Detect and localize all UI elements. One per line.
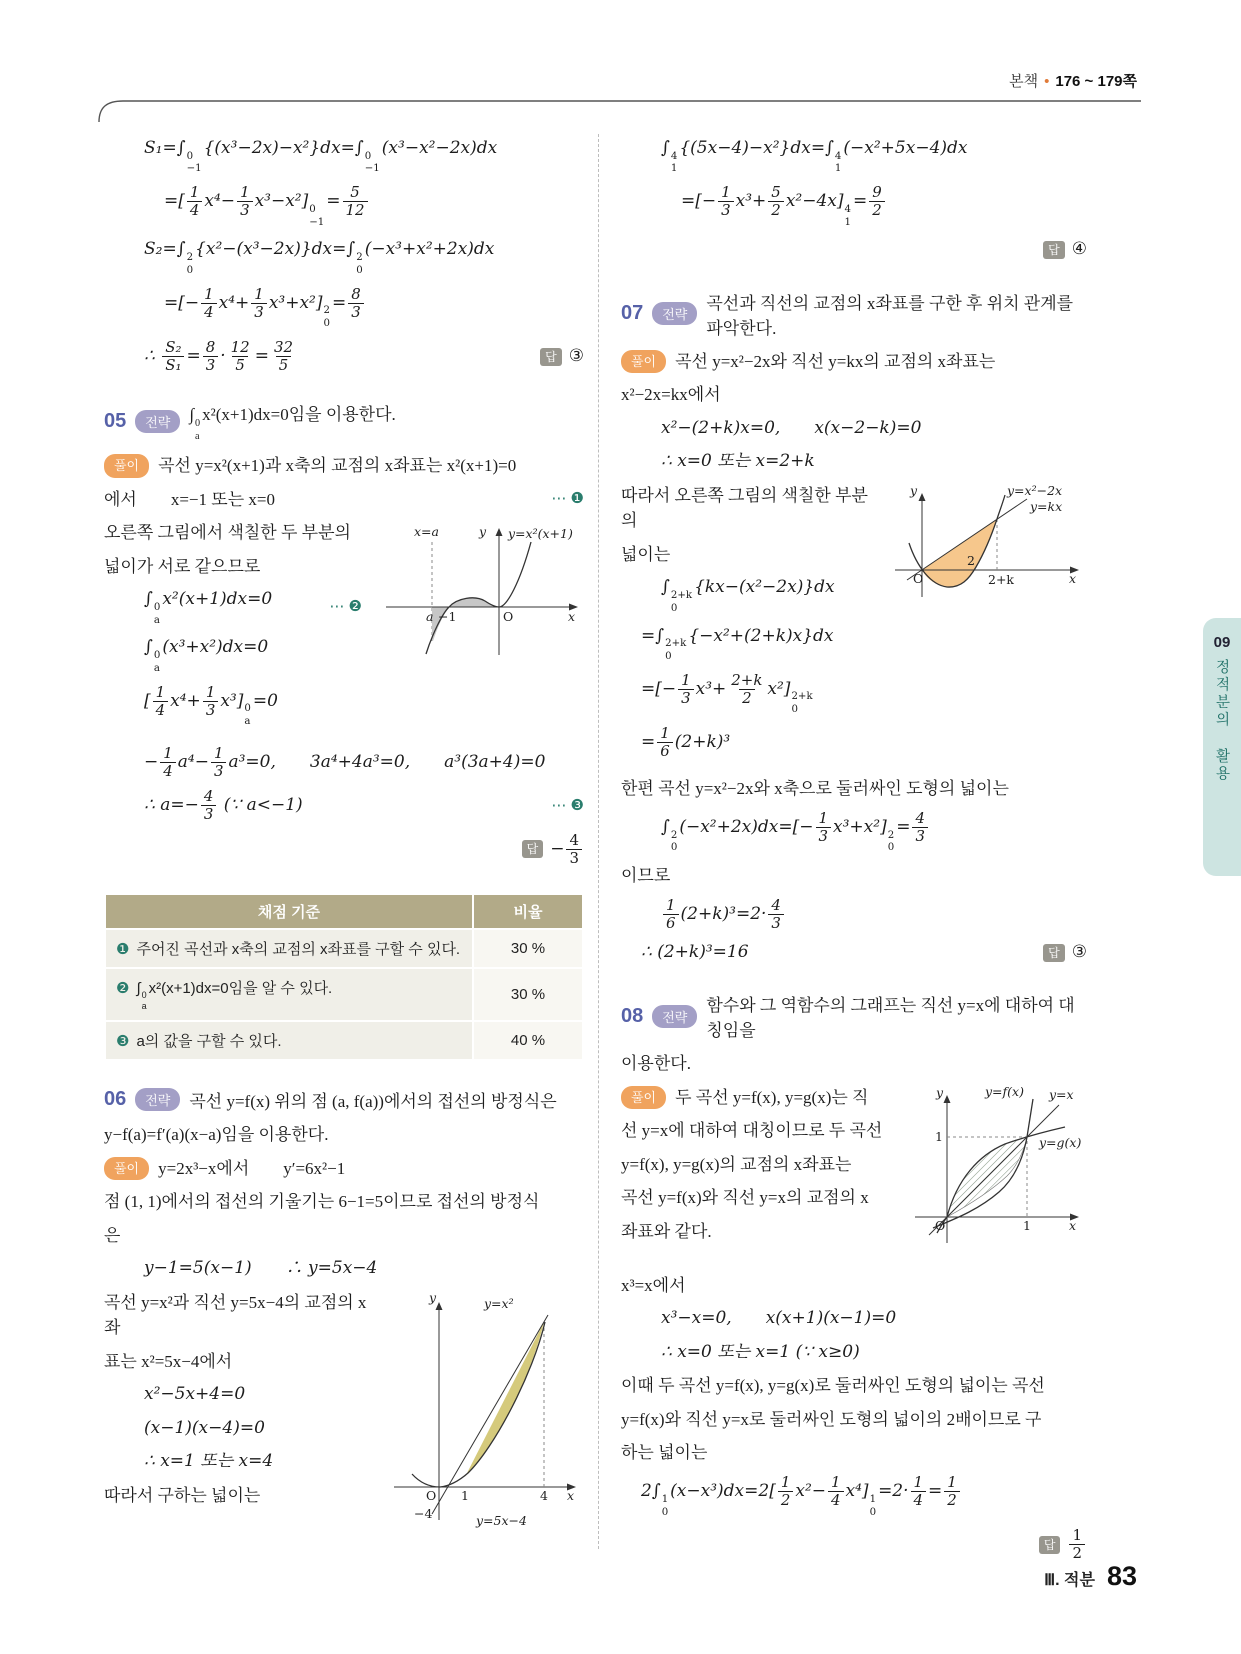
problem-05 xyxy=(104,400,584,867)
graph-label-line: y=5x−4 xyxy=(476,1512,527,1528)
line-text: 이용한다. xyxy=(621,1054,691,1074)
solution-wrap xyxy=(621,483,1087,768)
line-text: [ $\frac{1}{4}$ x⁴+ $\frac{1}{3}$ x³] 0 a =0 xyxy=(144,682,278,728)
line-text: ∴ $\frac{\text{S₂}}{\text{S₁}}$ = $\frac{8}{3}$ · $\frac{12}{5}$ = $\frac{32}{5}$ xyxy=(144,337,293,374)
graph-label-y-axis: y xyxy=(935,1086,943,1100)
header-bullet: • xyxy=(1044,73,1050,90)
grading-criteria-table xyxy=(104,893,584,1061)
chapter-side-tab xyxy=(1203,618,1241,876)
text-line xyxy=(104,1382,372,1408)
table-row xyxy=(105,1021,583,1060)
line-text: 한편 곡선 y=x²−2x와 x축으로 둘러싸인 도형의 넓이는 xyxy=(621,779,1009,799)
text-line xyxy=(621,624,1087,664)
line-text: 넓이는 xyxy=(621,544,671,564)
line-text: x²−(2+k)x=0, x(x−2−k)=0 xyxy=(661,417,922,438)
criteria-rate: 30 % xyxy=(473,929,583,968)
header-rule xyxy=(96,92,1144,124)
line-text: x²−2x=kx에서 xyxy=(621,385,721,405)
strategy-text: ∫ 0 a x²(x+1)dx=0임을 이용한다. xyxy=(189,405,396,442)
line-text: 곡선 y=x²−2x와 직선 y=kx의 교점의 x좌표는 xyxy=(675,351,996,371)
graph-label-two: 2 xyxy=(967,552,975,568)
step-marker: ⋯ ❶ xyxy=(551,490,584,508)
line-text: y−f(a)=f′(a)(x−a)임을 이용한다. xyxy=(104,1125,329,1145)
text-line xyxy=(621,237,1087,263)
solution-lines xyxy=(621,776,1087,965)
line-text: x²−5x+4=0 xyxy=(144,1384,246,1405)
answer-badge: 답 xyxy=(522,840,544,858)
graph-label-x-axis: x xyxy=(567,1487,575,1503)
line-text: $\frac{1}{6}$ (2+k)³=2· $\frac{4}{3}$ xyxy=(661,897,786,932)
problem-08-head xyxy=(621,991,1087,1041)
text-line xyxy=(621,349,1087,375)
text-line xyxy=(621,1440,1087,1466)
text-line xyxy=(621,725,1087,760)
text-line xyxy=(104,1223,584,1249)
line-text: − $\frac{1}{4}$ a⁴− $\frac{1}{3}$ a³=0, 3a⁴+4a³=0, a³(3a+4)=0 xyxy=(144,743,546,780)
solution-lines xyxy=(104,453,584,512)
line-text: 하는 넓이는 xyxy=(621,1443,708,1463)
solution-wrap xyxy=(104,1290,584,1540)
answer-badge: 답 xyxy=(1043,241,1065,259)
text-line xyxy=(104,1290,372,1341)
line-text: =[ $\frac{1}{4}$ x⁴− $\frac{1}{3}$ x³−x²] 0 −1 = $\frac{5}{12}$ xyxy=(164,184,370,229)
line-text: y=2x³−x에서 y′=6x²−1 xyxy=(158,1158,346,1178)
graph-label-curve: y=x²−2x xyxy=(1007,484,1063,498)
text-line xyxy=(621,449,1087,475)
footer-chapter: Ⅲ. 적분 xyxy=(1044,1572,1095,1589)
line-text: x³−x=0, x(x+1)(x−1)=0 xyxy=(661,1308,897,1329)
text-line xyxy=(621,1219,895,1245)
graph-label-origin: O xyxy=(935,1217,946,1233)
graph-05 xyxy=(374,522,584,662)
solution-lines xyxy=(621,1273,1087,1563)
line-text: y=f(x), y=g(x)의 교점의 x좌표는 xyxy=(621,1154,852,1174)
step-2-icon: ❷ xyxy=(116,979,130,997)
solve-pill: 풀이 xyxy=(621,350,666,374)
text-line xyxy=(621,897,1087,932)
chapter-label: 정적분의 활용 xyxy=(1213,659,1230,783)
line-text: 점 (1, 1)에서의 접선의 기울기는 6−1=5이므로 접선의 방정식 xyxy=(104,1192,540,1212)
header-book: 본책 xyxy=(1009,73,1039,90)
answer xyxy=(510,832,584,867)
graph-label-one-y: 1 xyxy=(935,1128,943,1144)
chapter-number: 09 xyxy=(1213,634,1231,651)
graph-label-x-eq-a: x=a xyxy=(414,524,439,540)
line-text: 따라서 오른쪽 그림의 색칠한 부분의 xyxy=(621,485,868,531)
step-3-icon: ❸ xyxy=(116,1033,130,1051)
text-line xyxy=(621,1152,895,1178)
solution-wrap xyxy=(621,1085,1087,1265)
graph-label-curve: y=x² xyxy=(484,1295,514,1311)
text-line xyxy=(621,542,875,568)
answer-value: ④ xyxy=(1071,239,1087,260)
strategy-continuation xyxy=(621,1051,1087,1077)
criteria-rate: 40 % xyxy=(473,1021,583,1060)
line-text: =[− $\frac{1}{3}$ x³+ $\frac{2+k}{2}$ x²] 2+k 0 xyxy=(641,670,813,716)
graph-label-one-x: 1 xyxy=(1023,1217,1031,1233)
graph-label-one: 1 xyxy=(461,1487,469,1503)
text-line xyxy=(621,776,1087,802)
strategy-text: 함수와 그 역함수의 그래프는 직선 y=x에 대하여 대칭임을 xyxy=(706,996,1075,1041)
solution-lines xyxy=(104,745,584,867)
line-text: 이므로 xyxy=(621,866,671,886)
line-text: ∫ 4 1 {(5x−4)−x²}dx=∫ 4 1 (−x²+5x−4)dx xyxy=(661,138,968,175)
line-text: 좌표와 같다. xyxy=(621,1221,712,1241)
text-line xyxy=(104,1449,372,1475)
graph-label-line: y=kx xyxy=(1030,498,1063,514)
graph-08 xyxy=(907,1087,1087,1255)
answer xyxy=(1027,1527,1087,1562)
text-line xyxy=(104,520,362,546)
header-pages: 176 ~ 179쪽 xyxy=(1055,73,1137,90)
graph-label-x-axis: x xyxy=(568,609,576,625)
line-text: (x−1)(x−4)=0 xyxy=(144,1417,265,1438)
text-line xyxy=(621,1273,1087,1299)
solve-pill: 풀이 xyxy=(104,1157,149,1181)
answer-value: − $\frac{4}{3}$ xyxy=(550,832,584,867)
text-line xyxy=(621,416,1087,442)
math-block xyxy=(621,136,1087,263)
text-line xyxy=(104,339,584,374)
problem-number: 08 xyxy=(621,1004,644,1027)
solution-06-continuation xyxy=(621,136,1087,263)
strategy-pill: 전략 xyxy=(652,302,697,325)
line-text: ∫ 2 0 (−x²+2x)dx=[− $\frac{1}{3}$ x³+x²] 2 0 = $\frac{4}{3}$ xyxy=(661,810,930,855)
text-line xyxy=(104,554,362,580)
graph-label-y-eq-x: y=x xyxy=(1049,1086,1074,1102)
text-line xyxy=(104,487,584,513)
text-line xyxy=(621,1527,1087,1562)
graph-label-four: 4 xyxy=(540,1487,548,1503)
line-text: y−1=5(x−1) ∴ y=5x−4 xyxy=(144,1258,378,1279)
line-text: 선 y=x에 대하여 대칭이므로 두 곡선 xyxy=(621,1121,883,1141)
text-line xyxy=(621,810,1087,855)
text-line xyxy=(621,184,1087,229)
line-text: 에서 x=−1 또는 x=0 xyxy=(104,489,275,509)
line-text: ∴ (2+k)³=16 xyxy=(641,941,749,962)
line-text: =[− $\frac{1}{4}$ x⁴+ $\frac{1}{3}$ x³+x²] 2 0 = $\frac{8}{3}$ xyxy=(164,286,366,331)
graph-label-a: a xyxy=(426,609,434,625)
text-line xyxy=(104,635,362,675)
answer-badge: 답 xyxy=(1039,1536,1061,1554)
graph-label-f: y=f(x) xyxy=(985,1086,1024,1099)
solve-pill: 풀이 xyxy=(104,454,149,478)
problem-07 xyxy=(621,289,1087,966)
answer xyxy=(1031,237,1087,263)
math-block xyxy=(104,136,584,374)
graph-label-x-axis: x xyxy=(1069,1217,1077,1233)
strategy-pill: 전략 xyxy=(652,1005,697,1028)
line-text: 오른쪽 그림에서 색칠한 두 부분의 xyxy=(104,523,351,543)
table-header-rate: 비율 xyxy=(473,894,583,929)
text-line xyxy=(104,184,584,229)
problem-06 xyxy=(104,1087,584,1540)
text-line xyxy=(104,286,584,331)
text-line xyxy=(104,1189,584,1215)
text-line xyxy=(104,587,362,627)
text-line xyxy=(621,483,875,534)
step-marker: ⋯ ❸ xyxy=(551,796,584,814)
text-line xyxy=(104,1256,584,1282)
line-text: 두 곡선 y=f(x), y=g(x)는 직 xyxy=(675,1087,869,1107)
graph-label-origin: O xyxy=(426,1487,437,1503)
line-text: ∴ x=0 또는 x=2+k xyxy=(661,451,815,472)
problem-number: 07 xyxy=(621,302,644,325)
line-text: ∫ 0 a (x³+x²)dx=0 xyxy=(144,637,269,674)
page-footer xyxy=(1044,1561,1137,1592)
line-text: = $\frac{1}{6}$ (2+k)³ xyxy=(641,723,731,761)
answer-value: ③ xyxy=(568,345,584,366)
strategy-pill: 전략 xyxy=(135,410,180,433)
strategy-text: 곡선과 직선의 교점의 x좌표를 구한 후 위치 관계를 파악한다. xyxy=(706,293,1074,338)
answer xyxy=(1031,940,1087,966)
graph-label-two-plus-k: 2+k xyxy=(988,571,1015,587)
answer xyxy=(528,344,584,370)
graph-label-y-axis: y xyxy=(909,484,917,498)
table-row xyxy=(105,968,583,1021)
line-text: 이때 두 곡선 y=f(x), y=g(x)로 둘러싸인 도형의 넓이는 곡선 xyxy=(621,1376,1045,1396)
answer-value: ③ xyxy=(1071,941,1087,962)
line-text: 2∫ 1 0 (x−x³)dx=2[ $\frac{1}{2}$ x²− $\frac{1}{4}$ x⁴] 1 0 =2· $\frac{1}{4}$ = $\frac{1}{2}$ xyxy=(641,1474,962,1519)
graph-label-origin: O xyxy=(503,609,514,625)
table-header-criteria: 채점 기준 xyxy=(105,894,473,929)
text-line xyxy=(621,136,1087,176)
text-line xyxy=(104,136,584,176)
problem-07-head xyxy=(621,289,1087,339)
text-line xyxy=(621,940,1087,966)
graph-label-minus1: −1 xyxy=(438,609,457,625)
answer-badge: 답 xyxy=(540,348,562,366)
page-header xyxy=(1009,70,1137,91)
graph-label-y-axis: y xyxy=(428,1291,436,1305)
solution-04-continuation xyxy=(104,136,584,374)
line-text: 따라서 구하는 넓이는 xyxy=(104,1485,261,1505)
line-text: 표는 x²=5x−4에서 xyxy=(104,1351,233,1371)
text-line xyxy=(621,863,1087,889)
text-line xyxy=(104,1416,372,1442)
step-1-icon: ❶ xyxy=(116,940,130,958)
line-text: =∫ 2+k 0 {−x²+(2+k)x}dx xyxy=(641,625,834,662)
text-line xyxy=(621,1118,895,1144)
problem-05-head xyxy=(104,400,584,443)
text-line xyxy=(104,788,584,823)
graph-06 xyxy=(384,1292,584,1530)
answer-badge: 답 xyxy=(1043,944,1065,962)
solution-lines xyxy=(104,1156,584,1282)
text-line xyxy=(621,575,875,615)
text-line xyxy=(104,745,584,780)
graph-label-x-axis: x xyxy=(1069,570,1077,586)
line-text: y=f(x)와 직선 y=x로 둘러싸인 도형의 넓이의 2배이므로 구 xyxy=(621,1409,1042,1429)
table-row xyxy=(105,929,583,968)
left-column xyxy=(104,128,598,1589)
problem-number: 06 xyxy=(104,1088,127,1111)
graph-label-origin: O xyxy=(913,570,924,586)
text-line xyxy=(104,832,584,867)
graph-label-y-axis: y xyxy=(478,524,486,540)
criteria-rate: 30 % xyxy=(473,968,583,1021)
line-text: =[− $\frac{1}{3}$ x³+ $\frac{5}{2}$ x²−4x] 4 1 = $\frac{9}{2}$ xyxy=(681,184,887,229)
line-text: x³=x에서 xyxy=(621,1275,686,1295)
line-text: 곡선 y=f(x)와 직선 y=x의 교점의 x xyxy=(621,1188,869,1208)
footer-page-number: 83 xyxy=(1106,1561,1137,1591)
text-line xyxy=(621,1407,1087,1433)
line-text: 넓이가 서로 같으므로 xyxy=(104,556,261,576)
strategy-pill: 전략 xyxy=(135,1088,180,1111)
problem-06-head xyxy=(104,1087,584,1112)
text-line xyxy=(104,1156,584,1182)
line-text: ∴ x=0 또는 x=1 (∵ x≥0) xyxy=(661,1341,860,1362)
graph-label-curve: y=x²(x+1) xyxy=(508,526,573,542)
text-line xyxy=(104,1483,372,1509)
graph-label-g: y=g(x) xyxy=(1039,1134,1082,1150)
text-line xyxy=(621,1474,1087,1519)
criteria-text: a의 값을 구할 수 있다. xyxy=(136,1033,282,1051)
line-text: ∴ x=1 또는 x=4 xyxy=(144,1451,274,1472)
text-line xyxy=(621,672,1087,717)
line-text: ∴ a=− $\frac{4}{3}$ (∵ a<−1) xyxy=(144,787,303,824)
strategy-text: 곡선 y=f(x) 위의 점 (a, f(a))에서의 접선의 방정식은 xyxy=(189,1092,557,1112)
line-text: S₁=∫ 0 −1 {(x³−2x)−x²}dx=∫ 0 −1 (x³−x²−2x)dx xyxy=(144,138,498,175)
step-marker: ⋯ ❷ xyxy=(329,598,362,616)
text-line xyxy=(621,1085,895,1111)
solution-wrap xyxy=(104,520,584,737)
line-text: S₂=∫ 2 0 {x²−(x³−2x)}dx=∫ 2 0 (−x³+x²+2x)dx xyxy=(144,239,495,276)
strategy-continuation xyxy=(104,1122,584,1148)
text-line xyxy=(104,1349,372,1375)
line-text: 은 xyxy=(104,1225,121,1245)
text-line xyxy=(104,684,584,729)
graph-07 xyxy=(887,485,1087,607)
text-line xyxy=(104,453,584,479)
right-column xyxy=(599,128,1087,1589)
line-text: ∫ 0 a x²(x+1)dx=0 xyxy=(144,589,273,626)
solve-pill: 풀이 xyxy=(621,1086,666,1110)
text-line xyxy=(621,1306,1087,1332)
answer-value: $\frac{1}{2}$ xyxy=(1067,1527,1087,1562)
graph-label-minus4: −4 xyxy=(414,1505,433,1521)
line-text: 곡선 y=x²(x+1)과 x축의 교점의 x좌표는 x²(x+1)=0 xyxy=(158,456,517,476)
criteria-text: 주어진 곡선과 x축의 교점의 x좌표를 구할 수 있다. xyxy=(136,940,461,958)
text-line xyxy=(104,237,584,277)
line-text: 곡선 y=x²과 직선 y=5x−4의 교점의 x좌 xyxy=(104,1292,367,1338)
content-columns xyxy=(104,128,1100,1589)
text-line xyxy=(621,1373,1087,1399)
problem-08 xyxy=(621,991,1087,1562)
text-line xyxy=(621,1185,895,1211)
text-line xyxy=(621,1340,1087,1366)
problem-number: 05 xyxy=(104,410,127,433)
solution-lines xyxy=(621,349,1087,475)
criteria-text: ∫ 0 a x²(x+1)dx=0임을 알 수 있다. xyxy=(136,979,333,1012)
text-line xyxy=(621,382,1087,408)
line-text: ∫ 2+k 0 {kx−(x²−2x)}dx xyxy=(661,577,835,614)
